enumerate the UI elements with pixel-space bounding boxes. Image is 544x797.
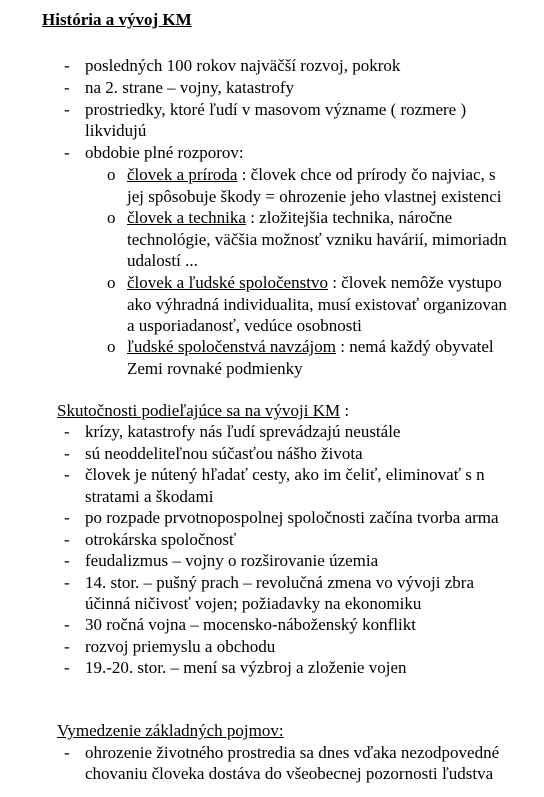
sub-list-item <box>127 207 452 228</box>
term-text: : nemá každý obyvatel <box>335 337 494 356</box>
list-item: 19.-20. stor. – mení sa výzbroj a zloženie vojen <box>85 658 407 677</box>
dash-bullet: - <box>64 444 70 463</box>
section-heading: Vymedzenie základných pojmov: <box>57 721 284 740</box>
dash-bullet: - <box>64 78 70 97</box>
dash-bullet: - <box>64 508 70 527</box>
list-item: po rozpade prvotnopospolnej spoločnosti začína tvorba arma <box>85 508 499 527</box>
dash-bullet: - <box>64 56 70 75</box>
list-item: človek je nútený hľadať cesty, ako im čeliť, eliminovať s n <box>85 465 485 484</box>
term-text: : človek chce od prírody čo najviac, s <box>237 165 496 184</box>
list-item: na 2. strane – vojny, katastrofy <box>85 78 294 97</box>
term: ľudské spoločenstvá navzájom <box>127 337 336 356</box>
list-item-continuation: likvidujú <box>85 121 147 140</box>
circle-bullet: o <box>107 165 116 184</box>
page-title: História a vývoj KM <box>42 10 192 29</box>
dash-bullet: - <box>64 551 70 570</box>
list-item: otrokárska spoločnosť <box>85 530 237 549</box>
list-item: 14. stor. – pušný prach – revolučná zmena vo vývoji zbra <box>85 573 475 592</box>
dash-bullet: - <box>64 637 70 656</box>
list-item-continuation: stratami a škodami <box>85 487 214 506</box>
sub-list-item-continuation: udalostí ... <box>127 251 198 270</box>
sub-list-item-continuation: ako výhradná individualita, musí existovať organizovan <box>127 295 507 314</box>
list-item: sú neoddeliteľnou súčasťou nášho života <box>85 444 363 463</box>
term-text: : človek nemôže vystupo <box>327 273 502 292</box>
sub-list-item <box>127 336 494 357</box>
circle-bullet: o <box>107 337 116 356</box>
circle-bullet: o <box>107 208 116 227</box>
dash-bullet: - <box>64 615 70 634</box>
sub-list-item <box>127 164 496 185</box>
sub-list-item-continuation: Zemi rovnaké podmienky <box>127 359 303 378</box>
term: človek a príroda <box>127 165 238 184</box>
sub-list-item-continuation: jej spôsobuje škody = ohrozenie jeho vlastnej existenci <box>127 187 502 206</box>
section-heading <box>57 400 349 421</box>
term: človek a technika <box>127 208 246 227</box>
list-item: obdobie plné rozporov: <box>85 143 244 162</box>
list-item: feudalizmus – vojny o rozširovanie územia <box>85 551 379 570</box>
dash-bullet: - <box>64 100 70 119</box>
term-text: : zložitejšia technika, náročne <box>245 208 453 227</box>
dash-bullet: - <box>64 422 70 441</box>
dash-bullet: - <box>64 658 70 677</box>
dash-bullet: - <box>64 530 70 549</box>
list-item-continuation: chovaniu človeka dostáva do všeobecnej pozornosti ľudstva <box>85 764 494 783</box>
section-heading-colon: : <box>340 401 350 420</box>
list-item: krízy, katastrofy nás ľudí sprevádzajú neustále <box>85 422 401 441</box>
list-item: 30 ročná vojna – mocensko-náboženský konflikt <box>85 615 416 634</box>
term: človek a ľudské spoločenstvo <box>127 273 328 292</box>
section-heading-text: Skutočnosti podieľajúce sa na vývoji KM <box>57 401 341 420</box>
dash-bullet: - <box>64 143 70 162</box>
sub-list-item-continuation: technológie, väčšia možnosť vzniku havárií, mimoriadn <box>127 230 507 249</box>
dash-bullet: - <box>64 465 70 484</box>
sub-list-item <box>127 272 502 293</box>
list-item: posledných 100 rokov najväčší rozvoj, pokrok <box>85 56 401 75</box>
dash-bullet: - <box>64 573 70 592</box>
list-item: rozvoj priemyslu a obchodu <box>85 637 276 656</box>
dash-bullet: - <box>64 743 70 762</box>
sub-list-item-continuation: a usporiadanosť, vedúce osobnosti <box>127 316 362 335</box>
circle-bullet: o <box>107 273 116 292</box>
list-item: prostriedky, ktoré ľudí v masovom význame ( rozmere ) <box>85 100 467 119</box>
list-item: ohrozenie životného prostredia sa dnes vďaka nezodpovedné <box>85 743 500 762</box>
list-item-continuation: účinná ničivosť vojen; požiadavky na ekonomiku <box>85 594 422 613</box>
